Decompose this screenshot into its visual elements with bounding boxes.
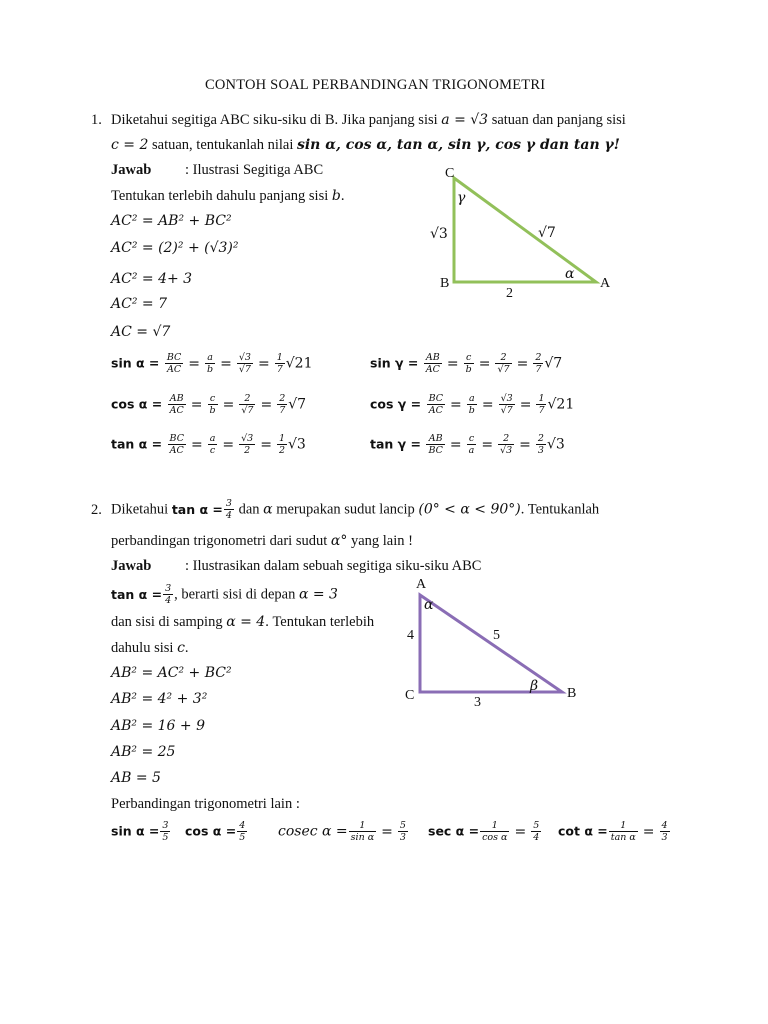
fn-label: tan γ = [370, 436, 422, 452]
ilustrasi-label-1: : Ilustrasi Segitiga ABC [185, 162, 324, 178]
frac-tail: √3 [288, 436, 306, 453]
problem-2-line-1 [111, 498, 599, 521]
problem-2-math: α [263, 501, 273, 518]
tri1-label-b: B [440, 276, 450, 291]
frac-num: AB [424, 352, 442, 364]
frac-den: √7 [241, 405, 254, 416]
frac-den: 3 [537, 445, 544, 456]
fn-label: tan α = [111, 586, 163, 602]
tri1-label-left: √3 [430, 226, 448, 242]
tentukan-var: b [331, 188, 341, 204]
problem-2-text: merupakan sudut lancip [272, 501, 419, 518]
tri1-label-a: A [600, 276, 611, 291]
fn-label: cos α = [111, 396, 163, 412]
problem-1-math: a = √3 [441, 112, 489, 128]
dahulu-math: c [177, 640, 185, 656]
tri2-label-b: B [567, 686, 577, 701]
problem-2-math: (0° < α < 90°) [418, 501, 521, 518]
tentukan-dot: . [340, 188, 345, 204]
dahulu-text: . [184, 640, 189, 656]
frac-den: 4 [165, 595, 172, 606]
frac-den: 5 [162, 832, 169, 843]
problem-2-number: 2. [91, 502, 102, 518]
samping-math: α = 4 [226, 614, 266, 630]
problem-1-number: 1. [91, 112, 102, 128]
p2-step-4: AB² = 25 [111, 744, 176, 760]
frac-num: 2 [535, 352, 542, 363]
frac-den: AC [428, 405, 443, 416]
frac-tail: √7 [544, 355, 563, 372]
frac-num: BC [169, 433, 184, 444]
frac-num: √3 [241, 433, 254, 444]
frac-den: 3 [661, 832, 668, 843]
sin-gamma-row: sin γ = $\frac{AB}{AC}$ = $\frac{c}{b}$ = $\frac{2}{√7}$ = $\frac{2}{7}$ √7 [370, 352, 563, 375]
tri2-label-beta: β [530, 678, 539, 694]
fn-label: sin α = [111, 355, 160, 371]
tentukan-line-1 [111, 188, 344, 205]
frac-num: 2 [537, 433, 544, 444]
problem-1-math: sin α, cos α, tan α, sin γ, cos γ dan tan γ! [296, 137, 620, 153]
dahulu-line [111, 640, 189, 657]
frac-num: 1 [538, 393, 545, 404]
tri2-label-hyp: 5 [493, 628, 500, 643]
tri2-label-a: A [416, 577, 427, 592]
frac-den: a [468, 445, 475, 456]
final-sec: sec α = $\frac{1}{\text{cos α}}$ = $\frac{5}{4}$ [428, 820, 540, 843]
problem-2-text: dan [234, 501, 264, 518]
fn-label: sec α = [428, 823, 480, 839]
problem-2-text: Diketahui [111, 501, 172, 518]
problem-1-line-1 [111, 112, 626, 129]
fn-label: sin γ = [370, 355, 419, 371]
frac-num: √3 [238, 352, 251, 363]
frac-num: 4 [661, 820, 668, 831]
frac-num: c [467, 433, 477, 445]
final-cosec: cosec α = $\frac{1}{\text{sin α}}$ = $\frac{5}{3}$ [278, 820, 406, 843]
tri1-label-gamma: γ [457, 190, 466, 206]
frac-den: sin α [350, 832, 375, 843]
tri1-label-hyp: √7 [538, 225, 556, 241]
frac-tail: √21 [285, 355, 313, 372]
frac-num: 5 [533, 820, 540, 831]
frac-num: 4 [239, 820, 246, 831]
fn-label: cos γ = [370, 396, 422, 412]
frac-num: 5 [399, 820, 406, 831]
frac-num: BC [428, 393, 444, 404]
frac-den: 7 [538, 405, 545, 416]
frac-tail: √7 [288, 396, 307, 413]
problem-2-math: α° [330, 533, 348, 549]
frac-den: AC [425, 364, 440, 375]
cos-alpha-row: cos α = $\frac{AB}{AC}$ = $\frac{c}{b}$ = $\frac{2}{√7}$ = $\frac{2}{7}$ √7 [111, 393, 307, 416]
fn-label: tan α = [111, 436, 163, 452]
jawab-label-1: Jawab [111, 162, 152, 178]
tri2-label-alpha: α [424, 597, 434, 613]
tri1-label-alpha: α [565, 266, 575, 282]
samping-text: dan sisi di samping [111, 614, 227, 630]
frac-num: 1 [278, 433, 285, 444]
tri1-label-bottom: 2 [506, 286, 513, 301]
final-cos [185, 820, 248, 843]
p2-step-3: AB² = 16 + 9 [111, 718, 205, 734]
frac-den: c [209, 445, 216, 456]
frac-num: a [209, 433, 216, 444]
frac-tail: √21 [547, 396, 575, 413]
frac-num: BC [166, 352, 182, 363]
page-title: CONTOH SOAL PERBANDINGAN TRIGONOMETRI [205, 77, 546, 93]
p2-step-1: AB² = AC² + BC² [111, 665, 232, 681]
frac-den: 7 [279, 405, 286, 416]
frac-den: √7 [500, 405, 513, 416]
problem-2-text: perbandingan trigonometri dari sudut [111, 533, 331, 549]
frac-num: AB [168, 393, 186, 405]
cos-gamma-row: cos γ = $\frac{BC}{AC}$ = $\frac{a}{b}$ = $\frac{√3}{√7}$ = $\frac{1}{7}$ √21 [370, 393, 575, 416]
tan-given-text: , berarti sisi di depan [174, 586, 299, 603]
tan-given-math: α = 3 [298, 586, 338, 603]
frac-den: 2 [278, 445, 285, 456]
frac-num: 1 [609, 820, 638, 832]
frac-num: AB [426, 433, 444, 445]
fn-label: cos α = [185, 823, 237, 839]
tan-gamma-row: tan γ = $\frac{AB}{BC}$ = $\frac{c}{a}$ = $\frac{2}{√3}$ = $\frac{2}{3}$ √3 [370, 433, 565, 456]
frac-den: 4 [225, 510, 232, 521]
fn-label: cosec α = [278, 823, 348, 840]
frac-den: 4 [533, 832, 540, 843]
frac-num: 3 [162, 820, 169, 831]
frac-den: tan α [610, 832, 636, 843]
frac-den: 5 [239, 832, 246, 843]
frac-num: 2 [498, 433, 514, 445]
p1-step-1: AC² = AB² + BC² [111, 213, 232, 229]
p2-step-5: AB = 5 [111, 770, 161, 786]
frac-num: 1 [276, 352, 283, 363]
tri2-label-bottom: 3 [474, 695, 481, 710]
sin-alpha-row: sin α = $\frac{BC}{AC}$ = $\frac{a}{b}$ = $\frac{√3}{√7}$ = $\frac{1}{7}$ √21 [111, 352, 313, 375]
frac-num: 3 [165, 583, 172, 594]
frac-den: AC [169, 445, 184, 456]
p1-step-3: AC² = 4+ 3 [111, 271, 193, 287]
tri2-label-c: C [405, 688, 415, 703]
frac-den: AC [166, 364, 182, 375]
tan-alpha-row: tan α = $\frac{BC}{AC}$ = $\frac{a}{c}$ = $\frac{√3}{2}$ = $\frac{1}{2}$ √3 [111, 433, 306, 456]
final-sin [111, 820, 171, 843]
samping-text: . Tentukan terlebih [265, 614, 375, 630]
p1-step-4: AC² = 7 [111, 296, 167, 312]
frac-num: 3 [225, 498, 232, 509]
problem-2-line-2 [111, 533, 413, 550]
problem-2-text: yang lain ! [347, 533, 413, 549]
jawab-label-2: Jawab [111, 558, 152, 574]
frac-den: √7 [497, 364, 510, 375]
tan-given-line [111, 583, 338, 606]
frac-den: b [209, 405, 216, 416]
frac-num: 2 [495, 352, 511, 364]
frac-num: a [205, 352, 215, 364]
frac-tail: √3 [546, 436, 565, 453]
triangle-2-shape [420, 595, 562, 692]
problem-2-text: . Tentukanlah [520, 501, 600, 518]
p2-step-2: AB² = 4² + 3² [111, 691, 208, 707]
samping-line [111, 614, 374, 631]
frac-den: b [465, 364, 472, 375]
frac-den: AC [169, 405, 184, 416]
frac-den: b [468, 405, 475, 416]
frac-num: 1 [480, 820, 509, 832]
p1-step-5: AC = √7 [111, 324, 171, 340]
p1-step-2: AC² = (2)² + (√3)² [111, 240, 239, 256]
frac-den: BC [428, 445, 443, 456]
frac-den: 7 [276, 364, 283, 375]
tentukan-text: Tentukan terlebih dahulu panjang sisi [111, 188, 332, 204]
fn-label: cot α = [558, 823, 608, 839]
frac-num: 1 [349, 820, 376, 832]
problem-1-text: Diketahui segitiga ABC siku-siku di B. Jika panjang sisi [111, 112, 442, 128]
frac-den: cos α [482, 832, 508, 843]
ilustrasi-label-2: : Ilustrasikan dalam sebuah segitiga siku-siku ABC [185, 558, 482, 574]
frac-den: √3 [500, 445, 513, 456]
frac-den: 2 [244, 445, 251, 456]
frac-num: c [208, 393, 218, 405]
frac-num: a [467, 393, 477, 405]
tri1-label-c: C [445, 166, 455, 181]
frac-den: 7 [535, 364, 542, 375]
tri2-label-left: 4 [407, 628, 414, 643]
problem-1-line-2 [111, 137, 620, 154]
fn-label: tan α = [171, 501, 223, 517]
fn-label: sin α = [111, 823, 160, 839]
frac-num: c [464, 352, 474, 364]
frac-den: √7 [238, 364, 251, 375]
frac-num: √3 [500, 393, 513, 404]
frac-den: b [207, 364, 214, 375]
triangle-1-shape [454, 178, 596, 282]
frac-den: 3 [399, 832, 406, 843]
final-cot: cot α = $\frac{1}{\text{tan α}}$ = $\frac{4}{3}$ [558, 820, 668, 843]
problem-1-text: satuan, tentukanlah nilai [148, 137, 297, 153]
perbandingan-lain: Perbandingan trigonometri lain : [111, 796, 300, 812]
problem-1-math: c = 2 [111, 137, 149, 153]
dahulu-text: dahulu sisi [111, 640, 178, 656]
problem-1-text: satuan dan panjang sisi [488, 112, 626, 128]
frac-num: 2 [239, 393, 255, 405]
frac-num: 2 [279, 393, 286, 404]
